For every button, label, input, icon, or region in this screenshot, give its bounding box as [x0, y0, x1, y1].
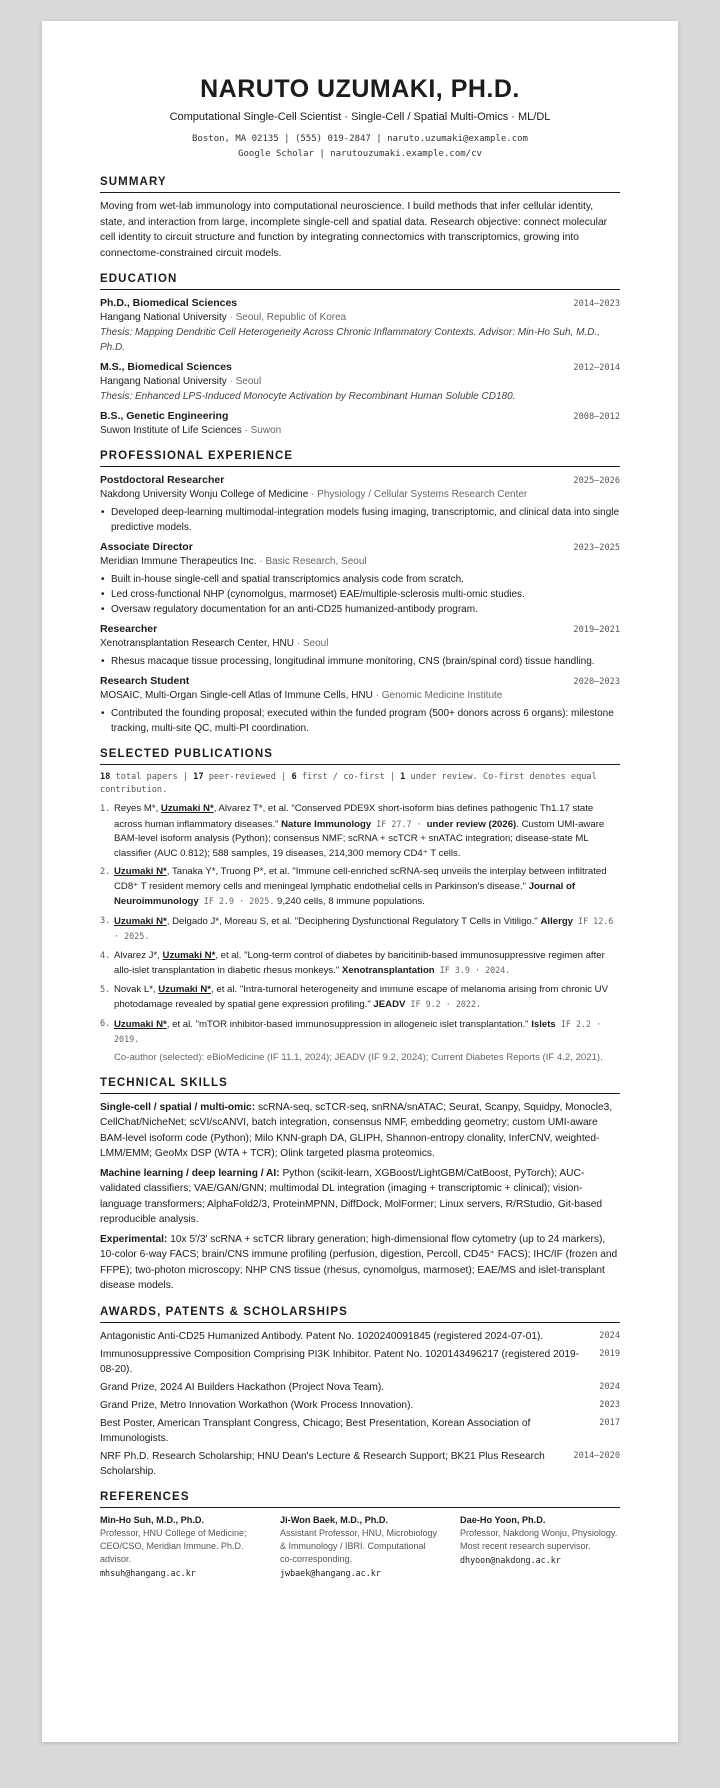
- summary-text: Moving from wet-lab immunology into computational neuroscience. I build methods that infer cellular identity, state, and interaction from large, incomplete single-cell and spatial data. Research objective: connect molecular cell identity to circuit structure and function by integrating connectomics with transcriptomics, growing into connectome-constrained circuit models.: [100, 201, 608, 259]
- pub-authors: , Delgado J*, Moreau S, et al.: [166, 915, 295, 927]
- pub-self-author: Uzumaki N*: [162, 949, 216, 961]
- org-detail: · Basic Research, Seoul: [256, 556, 367, 567]
- reference-description: Assistant Professor, HNU, Microbiology & Immunology / IBRI. Computational co-corresponding.: [280, 1527, 438, 1564]
- section-title-publications: SELECTED PUBLICATIONS: [100, 748, 620, 765]
- section-title-summary: SUMMARY: [100, 176, 620, 193]
- experience-entry: [100, 540, 620, 617]
- pub-journal: JEADV: [373, 999, 406, 1010]
- publication-item: [100, 1017, 620, 1048]
- date-range: 2020–2023: [573, 677, 620, 687]
- pub-authors: Novak L*,: [114, 983, 159, 995]
- pub-authors: Reyes M*,: [114, 803, 161, 814]
- date-range: 2019–2021: [573, 625, 620, 635]
- pub-title: "Deciphering Dysfunctional Regulatory T Cells in Vitiligo.": [294, 915, 541, 927]
- org-detail: · Genomic Medicine Institute: [372, 690, 503, 701]
- stat-peer: 17: [193, 772, 204, 782]
- experience-entry: [100, 622, 620, 669]
- job-title: Research Student: [100, 675, 190, 687]
- award-text: Antagonistic Anti-CD25 Humanized Antibody. Patent No. 1020240091845 (registered 2024-07-01).: [100, 1330, 544, 1342]
- stat-label: peer-reviewed |: [203, 772, 292, 782]
- date-range: 2014–2023: [573, 299, 620, 309]
- education-list: [100, 296, 620, 438]
- pub-impact: IF 27.7 ·: [371, 818, 427, 829]
- location: · Seoul, Republic of Korea: [226, 312, 347, 323]
- section-title-education: EDUCATION: [100, 273, 620, 290]
- award-date: 2024: [599, 1381, 620, 1392]
- award-date: 2024: [599, 1330, 620, 1341]
- pub-status: under review (2026): [426, 818, 517, 830]
- reference-name: Ji-Won Baek, M.D., Ph.D.: [280, 1514, 389, 1525]
- pub-authors: , et al.: [215, 949, 245, 961]
- job-title: Associate Director: [100, 541, 193, 553]
- pub-authors: , et al.: [211, 983, 240, 995]
- award-item: [100, 1416, 620, 1446]
- section-title-references: REFERENCES: [100, 1491, 620, 1508]
- award-item: [100, 1449, 620, 1479]
- resume-page: [42, 21, 678, 1742]
- pub-impact: IF 2.2 · 2019.: [114, 1018, 602, 1044]
- skill-group: [100, 1100, 620, 1162]
- bullet-item: • Oversaw regulatory documentation for an anti-CD25 humanized-antibody program.: [111, 602, 620, 617]
- skills-list: [100, 1100, 620, 1294]
- publication-item: [100, 914, 620, 945]
- tagline: Computational Single-Cell Scientist · Single-Cell / Spatial Multi-Omics · ML/DL: [169, 111, 551, 123]
- pub-number: 2.: [100, 867, 111, 877]
- pub-impact: IF 9.2 · 2022.: [405, 999, 482, 1009]
- degree: Ph.D., Biomedical Sciences: [100, 297, 238, 309]
- pub-impact: IF 2.9 · 2025.: [198, 896, 275, 906]
- organization: MOSAIC, Multi-Organ Single-cell Atlas of Immune Cells, HNU: [100, 690, 373, 701]
- bullet-item: • Rhesus macaque tissue processing, longitudinal immune monitoring, CNS (brain/spinal cord) tissue handling.: [111, 654, 620, 669]
- publication-item: [100, 802, 620, 861]
- reference-email[interactable]: dhyoon@nakdong.ac.kr: [460, 1554, 561, 1565]
- award-date: 2014–2020: [573, 1450, 620, 1461]
- pub-journal: Nature Immunology: [281, 818, 372, 830]
- stat-review: 1: [400, 772, 406, 782]
- publication-stats: [100, 771, 620, 797]
- reference-description: Professor, HNU College of Medicine; CEO/CSO, Meridian Immune. Ph.D. advisor.: [100, 1527, 247, 1564]
- award-text: Grand Prize, Metro Innovation Workathon (Work Process Innovation).: [100, 1399, 414, 1411]
- bullet-item: • Built in-house single-cell and spatial transcriptomics analysis code from scratch.: [111, 572, 620, 587]
- skill-label: Experimental:: [100, 1233, 168, 1245]
- pub-number: 4.: [100, 950, 111, 961]
- job-title: Researcher: [100, 623, 158, 635]
- award-item: [100, 1398, 620, 1413]
- award-text: Immunosuppressive Composition Comprising PI3K Inhibitor. Patent No. 1020143496217 (registered 2019-08-20).: [100, 1348, 580, 1375]
- pub-title: "mTOR inhibitor-based immunosuppression in allogeneic islet transplantation.": [195, 1018, 532, 1030]
- pub-number: 3.: [100, 915, 111, 926]
- award-item: [100, 1380, 620, 1395]
- pub-authors: Alvarez J*,: [114, 949, 163, 961]
- stat-label: first / co-first |: [296, 772, 401, 782]
- experience-entry: [100, 674, 620, 736]
- award-item: [100, 1329, 620, 1344]
- education-entry: [100, 409, 620, 438]
- pub-number: 5.: [100, 984, 111, 995]
- skill-label: Machine learning / deep learning / AI:: [100, 1167, 280, 1179]
- contact-info: [100, 132, 620, 162]
- thesis: Thesis: Enhanced LPS-Induced Monocyte Activation by Recombinant Human Soluble CD180.: [100, 391, 516, 402]
- degree: B.S., Genetic Engineering: [100, 410, 229, 422]
- pub-self-author: Uzumaki N*: [158, 983, 212, 995]
- award-text: Best Poster, American Transplant Congress, Chicago; Best Presentation, Korean Association of Immunologists.: [100, 1417, 531, 1444]
- pub-title: "Intra-tumoral heterogeneity and immune escape of melanoma arising from chronic UV photodamage revealed by spatial gene expression profiling.": [114, 983, 608, 1010]
- reference-entry: [100, 1514, 260, 1580]
- job-title: Postdoctoral Researcher: [100, 474, 225, 486]
- education-entry: [100, 296, 620, 355]
- publication-list: [100, 802, 620, 1048]
- pub-self-author: Uzumaki N*: [160, 803, 214, 814]
- pub-number: 1.: [100, 804, 111, 814]
- publication-item: [100, 865, 620, 910]
- pub-authors: , et al.: [166, 1018, 196, 1030]
- award-text: Grand Prize, 2024 AI Builders Hackathon (Project Nova Team).: [100, 1381, 385, 1393]
- award-text: NRF Ph.D. Research Scholarship; HNU Dean's Lecture & Research Support; BK21 Plus Research Scholarship.: [100, 1450, 545, 1477]
- reference-description: Professor, Nakdong Wonju, Physiology. Most recent research supervisor.: [460, 1527, 618, 1551]
- bullet-item: • Contributed the founding proposal; executed within the funded program (500+ donors across 6 organs): milestone tracking, multi-site QC, multi-PI coordination.: [111, 706, 620, 736]
- experience-entry: [100, 473, 620, 535]
- date-range: 2012–2014: [573, 363, 620, 373]
- pub-title: "Conserved PDE9X short-isoform bias defines pathogenic Th1.17 state across human inflammatory diseases.": [114, 803, 594, 830]
- reference-entry: [460, 1514, 620, 1580]
- org-detail: · Physiology / Cellular Systems Research Center: [308, 489, 528, 500]
- stat-first: 6: [291, 772, 297, 782]
- date-range: 2023–2025: [573, 543, 620, 553]
- pub-impact: IF 3.9 · 2024.: [434, 965, 511, 975]
- bullet-item: • Developed deep-learning multimodal-integration models fusing imaging, transcriptomic, and clinical data into single predictive models.: [111, 505, 620, 535]
- school: Suwon Institute of Life Sciences: [100, 425, 242, 436]
- experience-list: [100, 473, 620, 736]
- org-detail: · Seoul: [294, 638, 329, 649]
- bullet-item: • Led cross-functional NHP (cynomolgus, marmoset) EAE/multiple-sclerosis multi-omic studies.: [111, 587, 620, 602]
- award-date: 2023: [599, 1399, 620, 1410]
- skill-group: [100, 1232, 620, 1294]
- pub-note: . Custom UMI-aware BAM-level isoform analysis (Python); consensus NMF; scRNA + scTCR + snATAC integration; disease-state ML classifier (AUC 0.812); 588 samples, 19 diseases, 214,300 memory CD4⁺ T cells.: [114, 818, 605, 859]
- contact-line: Boston, MA 02135 | (555) 019-2847 | naruto.uzumaki@example.com: [192, 134, 528, 144]
- pub-journal: Xenotransplantation: [341, 965, 435, 976]
- reference-name: Dae-Ho Yoon, Ph.D.: [460, 1514, 546, 1525]
- school: Hangang National University: [100, 312, 227, 323]
- school: Hangang National University: [100, 376, 227, 387]
- section-title-awards: AWARDS, PATENTS & SCHOLARSHIPS: [100, 1306, 620, 1323]
- pub-number: 6.: [100, 1018, 111, 1029]
- pub-self-author: Uzumaki N*: [114, 1018, 167, 1030]
- skill-label: Single-cell / spatial / multi-omic:: [100, 1101, 256, 1113]
- location: · Suwon: [241, 425, 282, 436]
- reference-entry: [280, 1514, 440, 1580]
- pub-authors: , Tanaka Y*, Truong P*, et al.: [166, 866, 293, 877]
- reference-email[interactable]: jwbaek@hangang.ac.kr: [280, 1567, 381, 1578]
- pub-title: "Long-term control of diabetes by baricitinib-based immunosuppressive regimen after allo-islet transplantation in diabetic rhesus monkeys.": [114, 949, 605, 976]
- contact-line: Google Scholar | narutouzumaki.example.com/cv: [238, 149, 482, 159]
- candidate-name: NARUTO UZUMAKI, PH.D.: [200, 75, 520, 103]
- pub-self-author: Uzumaki N*: [114, 866, 167, 877]
- skill-text: scRNA-seq, scTCR-seq, snRNA/snATAC; Seurat, Scanpy, Squidpy, Monocle3, CellChat/NicheNet; scVI/scANVI, batch integration, consensus NMF, embedding geometry; custom UMI-aware BAM-level isoform code (Python); Milo KNN-graph DA, GLIPH, Shannon-entropy clonality, InferCNV, weighted-LMM/EMM; GeoMx DSP (WTA + TCR); Olink targeted plasma proteomics.: [100, 1101, 613, 1159]
- award-date: 2019: [599, 1348, 620, 1359]
- date-range: 2008–2012: [573, 412, 620, 422]
- references-list: [100, 1514, 620, 1580]
- awards-list: [100, 1329, 620, 1479]
- reference-name: Min-Ho Suh, M.D., Ph.D.: [100, 1514, 205, 1525]
- skill-text: Python (scikit-learn, XGBoost/LightGBM/CatBoost, PyTorch); AUC-validated classifiers; VAE/GAN/GNN; multimodal DL integration (imaging + transcriptomic + clinical); vision-language transformers; AlphaFold2/3, ProteinMPNN, DiffDock, MolFormer; Linux servers, R/RStudio, Git-based reproducible analysis.: [100, 1167, 603, 1225]
- stat-total: 18: [100, 772, 111, 782]
- skill-text: 10x 5′/3′ scRNA + scTCR library generation; high-dimensional flow cytometry (up to 24 markers), 10-color 6-way FACS; brain/CNS immune profiling (perfusion, digestion, Percoll, CD45⁺ FACS); IHC/IF (frozen and FFPE); two-photon microscopy; NHP CNS tissue (rhesus, cynomolgus, marmoset); EAE/MS and islet-transplant disease models.: [100, 1233, 618, 1291]
- date-range: 2025–2026: [573, 476, 620, 486]
- education-entry: [100, 360, 620, 404]
- organization: Xenotransplantation Research Center, HNU: [100, 638, 294, 649]
- section-title-experience: PROFESSIONAL EXPERIENCE: [100, 450, 620, 467]
- publication-item: [100, 983, 620, 1013]
- pub-journal: Allergy: [540, 915, 574, 927]
- skill-group: [100, 1166, 620, 1228]
- stat-label: under review. Co-first denotes equal contribution.: [100, 772, 597, 795]
- pub-journal: Journal of Neuroimmunology: [114, 880, 576, 907]
- thesis: Thesis: Mapping Dendritic Cell Heterogeneity Across Chronic Inflammatory Contexts. Advisor: Min-Ho Suh, M.D., Ph.D.: [100, 327, 600, 353]
- pub-authors: , Alvarez T*, et al.: [213, 803, 292, 814]
- pub-note: 9,240 cells, 8 immune populations.: [274, 896, 425, 907]
- location: · Seoul: [226, 376, 262, 387]
- pub-self-author: Uzumaki N*: [114, 915, 167, 927]
- publication-item: [100, 949, 620, 979]
- coauthor-note: Co-author (selected): eBioMedicine (IF 11.1, 2024); JEADV (IF 9.2, 2024); Current Diabetes Reports (IF 4.2, 2021).: [114, 1051, 603, 1063]
- pub-impact: IF 12.6 · 2025.: [114, 915, 614, 941]
- stat-label: total papers |: [110, 772, 194, 782]
- award-date: 2017: [599, 1417, 620, 1428]
- organization: Nakdong University Wonju College of Medicine: [100, 489, 309, 500]
- section-title-skills: TECHNICAL SKILLS: [100, 1077, 620, 1094]
- organization: Meridian Immune Therapeutics Inc.: [100, 556, 257, 567]
- award-item: [100, 1347, 620, 1377]
- pub-journal: Islets: [531, 1018, 556, 1030]
- reference-email[interactable]: mhsuh@hangang.ac.kr: [100, 1567, 196, 1578]
- degree: M.S., Biomedical Sciences: [100, 361, 232, 373]
- pub-title: "Immune cell-enriched scRNA-seq unveils the interplay between infiltrated CD8⁺ T resident memory cells and meningeal lymphatic endothelial cells in Parkinson's disease.": [114, 866, 607, 892]
